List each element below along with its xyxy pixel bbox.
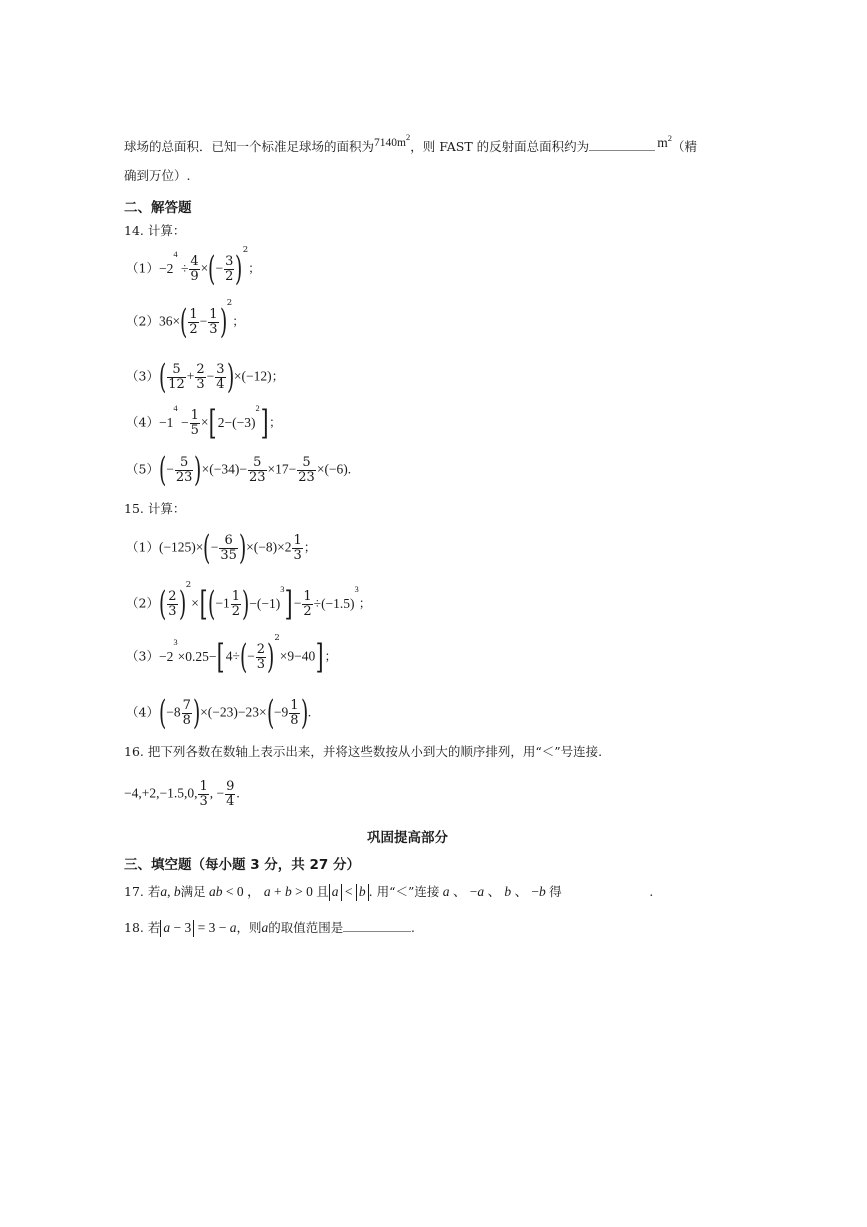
- q14-4-label: （4）: [126, 414, 159, 430]
- q15-2-label: （2）: [126, 595, 159, 611]
- section-2-title: 二、解答题: [124, 200, 192, 216]
- q16-text: 16. 把下列各数在数轴上表示出来，并将这些数按从小到大的顺序排列，用“＜”号连接.: [124, 744, 603, 759]
- q17-text-d: . 用“＜”连接: [368, 884, 440, 899]
- q18: 18. 若 a − 3 = 3 − a，则a的取值范围是 .: [124, 920, 415, 935]
- q16-numbers: −4,+2,−1.5,0, $\frac{1}{3}$ , − $\frac{9}{4}$ .: [124, 779, 240, 809]
- q15-1: （1）(−125)×(− $\frac{6}{35}$ )×(−8)×2 $\frac{1}{3}$ ；: [126, 528, 317, 568]
- intro-line-2: 确到万位）.: [124, 168, 191, 183]
- unit-m2: $m^2$: [657, 133, 672, 150]
- q17-text-c: 且: [316, 884, 329, 899]
- q17-text-e: 得: [549, 884, 562, 899]
- q15-4: （4）(−8 $\frac{7}{8}$ )×(−23)−23×(−9 $\frac{1}{8}$ ).: [126, 693, 312, 733]
- intro-text-b: ，则 FAST 的反射面总面积约为: [410, 139, 590, 154]
- q18-text-b: ，则: [236, 920, 262, 935]
- q14-1-label: （1）: [126, 260, 159, 276]
- q14-3-label: （3）: [126, 368, 159, 384]
- q14-1: $(1)-2^4$ ÷ $\frac{4}{9}$ ×(− $\frac{3}{2}$ )$^2$；: [126, 245, 261, 289]
- q14-5-label: （5）: [126, 461, 159, 477]
- q14-title: 14. 计算：: [124, 223, 186, 238]
- q14-4: $(4)-1^4$ − $\frac{1}{5}$ $\times[2-(-3)^2]$；: [126, 403, 282, 443]
- intro-text-c: （精: [671, 139, 697, 154]
- q15-1-label: （1）: [126, 539, 159, 555]
- intro-line-1: [124, 132, 697, 155]
- answer-blank: [589, 150, 655, 151]
- q15-3: $(3)-2^3\times 0.25-[4\div(-$ $\frac{2}{3}$ )$^2$×9−40]；: [126, 633, 337, 677]
- center-title: 巩固提高部分: [367, 830, 448, 846]
- q17-text-b: 满足: [180, 884, 206, 899]
- q15-4-label: （4）: [126, 704, 159, 720]
- q15-title: 15. 计算：: [124, 501, 186, 516]
- q18-text-c: 的取值范围是: [268, 920, 344, 935]
- q17: 17. 若a, b满足 ab < 0 ， a + b > 0 且 a < b . 用“＜”连接 a 、 −a 、 b 、 −b 得 .: [124, 884, 654, 899]
- intro-text-a: 球场的总面积．已知一个标准足球场的面积为: [124, 139, 375, 154]
- area-value: $7140m^2$: [374, 132, 411, 149]
- q14-2-label: （2）: [126, 313, 159, 329]
- q14-5: （5）(− $\frac{5}{23}$ )×(−34)− $\frac{5}{23}$ ×17− $\frac{5}{23}$ ×(−6).: [126, 450, 352, 490]
- q15-3-label: （3）: [126, 648, 159, 664]
- q17-answer-blank: [562, 895, 650, 896]
- q17-text-a: 17. 若: [124, 884, 161, 899]
- q18-answer-blank: [343, 931, 411, 932]
- q15-2: （2）( $\frac{2}{3}$ )$^2$×[(−1 $\frac{1}{2}$ )$-(-1)^3]-$ $\frac{1}{2}$ $\div(-1.5)^3$；: [126, 580, 372, 624]
- section-3-title: 三、填空题（每小题 3 分，共 27 分）: [124, 857, 360, 873]
- q18-text-a: 18. 若: [124, 920, 161, 935]
- q14-3: （3）( $\frac{5}{12}$ + $\frac{2}{3}$ − $\frac{3}{4}$ )×(−12)；: [126, 357, 285, 397]
- q16-numbers-prefix: −4,+2,−1.5,0,: [124, 785, 198, 801]
- q14-2: （2）36×( $\frac{1}{2}$ − $\frac{1}{3}$ )$^2$；: [126, 298, 245, 342]
